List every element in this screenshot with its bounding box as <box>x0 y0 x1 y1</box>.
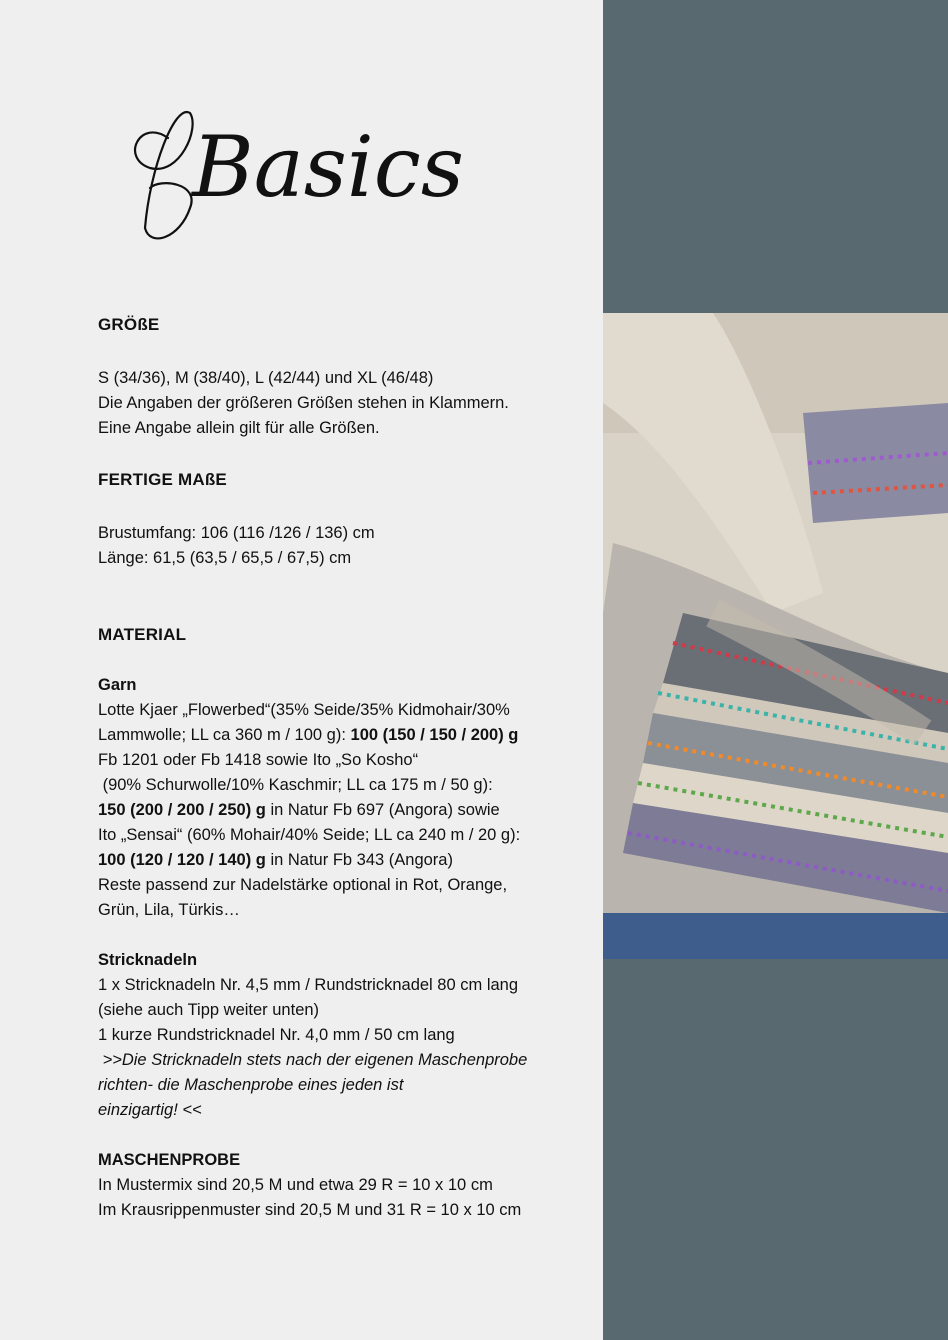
material-heading: MATERIAL <box>98 625 187 644</box>
page-title <box>120 88 500 258</box>
title-text: Basics <box>192 118 464 216</box>
yarn-line: Ito „Sensai“ (60% Mohair/40% Seide; LL ca 240 m / 20 g): <box>98 826 521 844</box>
yarn-amount: 100 (150 / 150 / 200) g <box>350 726 519 744</box>
yarn-heading: Garn <box>98 676 137 694</box>
size-note: Die Angaben der größeren Größen stehen in Klammern. <box>98 394 509 412</box>
yarn-line <box>98 723 518 748</box>
yarn-text: Lammwolle; LL ca 360 m / 100 g): <box>98 726 351 744</box>
measures-heading: FERTIGE MAßE <box>98 470 227 489</box>
size-note: Eine Angabe allein gilt für alle Größen. <box>98 419 380 437</box>
yarn-line: (90% Schurwolle/10% Kaschmir; LL ca 175 m / 50 g): <box>98 776 493 794</box>
yarn-line: Reste passend zur Nadelstärke optional in Rot, Orange, <box>98 876 508 894</box>
yarn-text: in Natur Fb 697 (Angora) sowie <box>265 801 500 819</box>
gauge-line: Im Krausrippenmuster sind 20,5 M und 31 R = 10 x 10 cm <box>98 1201 522 1219</box>
needles-tip: einzigartig! << <box>98 1101 202 1119</box>
length-measure: Länge: 61,5 (63,5 / 65,5 / 67,5) cm <box>98 549 352 567</box>
gauge-heading: MASCHENPROBE <box>98 1151 241 1169</box>
gauge-line: In Mustermix sind 20,5 M und etwa 29 R = 10 x 10 cm <box>98 1176 493 1194</box>
needles-line: 1 x Stricknadeln Nr. 4,5 mm / Rundstricknadel 80 cm lang <box>98 976 519 994</box>
yarn-amount: 150 (200 / 200 / 250) g <box>98 801 266 819</box>
needles-line: 1 kurze Rundstricknadel Nr. 4,0 mm / 50 cm lang <box>98 1026 455 1044</box>
yarn-line: Grün, Lila, Türkis… <box>98 901 240 919</box>
yarn-line <box>98 848 453 873</box>
needles-heading: Stricknadeln <box>98 951 198 969</box>
chest-measure: Brustumfang: 106 (116 /126 / 136) cm <box>98 524 375 542</box>
sweater-photo <box>603 313 948 959</box>
yarn-line: Fb 1201 oder Fb 1418 sowie Ito „So Kosho“ <box>98 751 419 769</box>
yarn-line: Lotte Kjaer „Flowerbed“(35% Seide/35% Kidmohair/30% <box>98 701 510 719</box>
yarn-amount: 100 (120 / 120 / 140) g <box>98 851 266 869</box>
size-heading: GRÖßE <box>98 315 160 334</box>
yarn-text: in Natur Fb 343 (Angora) <box>265 851 453 869</box>
knitted-sweater-photo-icon <box>603 313 948 959</box>
yarn-line <box>98 798 500 823</box>
needles-tip: >>Die Stricknadeln stets nach der eigenen Maschenprobe <box>98 1051 528 1069</box>
needles-tip: richten- die Maschenprobe eines jeden ist <box>98 1076 404 1094</box>
needles-line: (siehe auch Tipp weiter unten) <box>98 1001 320 1019</box>
size-line: S (34/36), M (38/40), L (42/44) und XL (46/48) <box>98 369 434 387</box>
